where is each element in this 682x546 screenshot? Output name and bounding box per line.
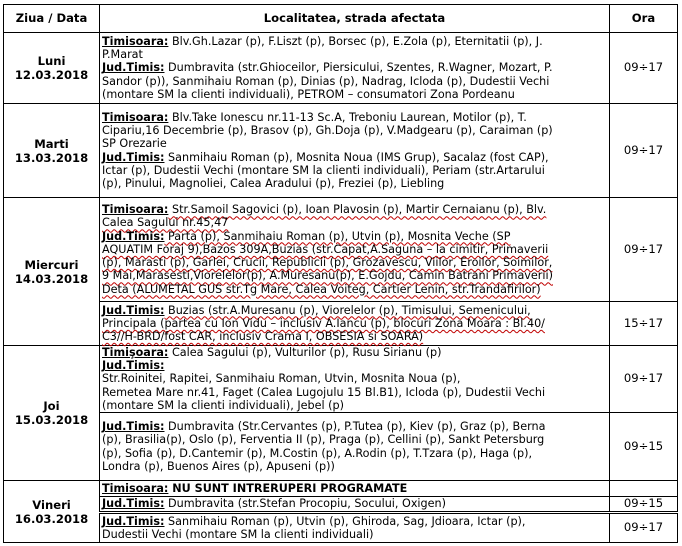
location-text: Blv.Gh.Lazar (p), F.Liszt (p), Borsec (p), E.Zola (p), Eternitatii (p), J. <box>168 34 543 48</box>
day-date: 14.03.2018 <box>14 271 89 286</box>
time-cell: 09÷17 <box>610 33 678 104</box>
location-cell <box>100 346 610 413</box>
table-row <box>4 302 678 346</box>
location-text: Remetea Mare nr.41, Faget (Calea Lugojulu 15 Bl.B1), Icloda (p), Dudestii Vechi <box>102 385 546 399</box>
day-date: 12.03.2018 <box>14 68 89 82</box>
location-text: (p), Marasti (p), Garlei, Crucii, Republicii (p), Grozavescu, Viilor, Eroilor, Soimilor, <box>102 256 553 270</box>
table-row <box>4 198 678 302</box>
day-name: Luni <box>37 54 66 68</box>
region-label: Jud.Timis: <box>102 359 165 373</box>
location-text: (p), Sofia (p), D.Cantemir (p), M.Costin (p), A.Rodin (p), T.Tzara (p), Haga (p), <box>102 446 533 460</box>
location-text: Dumbravita (str.Stefan Procopiu, Socului, Oxigen) <box>164 497 446 511</box>
day-date: 16.03.2018 <box>14 511 89 526</box>
location-text: Deta (ALUMETAL GUS str.Tg Mare, Calea Voiteg, Cartier Lenin, str.Trandafirilor) <box>102 282 541 296</box>
time-cell: 09÷17 <box>610 346 678 413</box>
region-label: Jud.Timis: <box>102 229 165 243</box>
day-date: 13.03.2018 <box>14 150 89 165</box>
location-text: (p), Pinului, Magnoliei, Calea Aradului (p), Freziei (p), Liebling <box>102 176 445 190</box>
day-date: 15.03.2018 <box>14 413 89 427</box>
region-label: Jud.Timis: <box>102 303 165 317</box>
time-cell: 09÷15 <box>610 497 678 513</box>
location-text: C3//H-BRD/fost CAR, inclusiv Crama I, OBSESIA si SOARA) <box>102 330 424 344</box>
location-text: Blv.Take Ionescu nr.11-13 Sc.A, Treboniu Laurean, Motilor (p), T. <box>168 110 527 124</box>
day-name: Marti <box>34 136 69 151</box>
header-day-date: Ziua / Data <box>4 5 100 33</box>
location-text: (p), Brasilia(p), Oslo (p), Ferventia II (p), Praga (p), Cellini (p), Sankt Petersburg <box>102 433 545 447</box>
day-cell <box>4 104 100 198</box>
location-text: Cipariu,16 Decembrie (p), Brasov (p), Gh.Doja (p), V.Madgearu (p), Caraiman (p) <box>102 124 553 138</box>
region-label: Timisoara: <box>102 110 169 124</box>
region-label: Jud.Timis: <box>102 497 165 511</box>
table-row <box>4 346 678 413</box>
location-text: AQUATIM Foraj 9),Bazos 309A,Buzias (str.Capat,A.Saguna – la cimitir, Primaverii <box>102 242 549 256</box>
header-time: Ora <box>610 5 678 33</box>
schedule-wrapper <box>3 4 677 543</box>
day-name: Miercuri <box>24 257 79 272</box>
location-text: Str.Samoil Sagovici (p), Ioan Plavosin (p), Martir Cernaianu (p), Blv. <box>168 203 547 217</box>
location-text: Sanmihaiu Roman (p), Mosnita Noua (IMS Grup), Sacalaz (fost CAP), <box>164 150 549 164</box>
time-cell: 15÷17 <box>610 302 678 346</box>
table-row <box>4 104 678 198</box>
location-text: Calea Sagului nr.45,47 <box>102 216 229 230</box>
day-name: Joi <box>43 399 60 413</box>
time-cell <box>610 481 678 497</box>
location-text: Sanmihaiu Roman (p), Utvin (p), Ghiroda, Sag, Jdioara, Ictar (p), <box>164 514 526 528</box>
region-label: Jud.Timis: <box>102 61 165 75</box>
location-text: Principala (partea cu Ion Vidu – inclusiv A.Iancu (p), blocuri Zona Moara : Bl.40/ <box>102 316 545 330</box>
day-cell <box>4 198 100 346</box>
location-text: Str.Roinitei, Rapitei, Sanmihaiu Roman, Utvin, Mosnita Noua (p), <box>102 372 461 386</box>
region-label: Timisoara: <box>102 203 169 217</box>
location-cell <box>100 198 610 302</box>
region-label: Jud.Timis: <box>102 420 165 434</box>
location-text: (montare SM la clienti individuali), PETROM – consumatori Zona Pordeanu <box>102 87 515 101</box>
location-text: SP Orezarie <box>102 137 167 151</box>
outage-schedule-table <box>3 4 678 543</box>
location-cell <box>100 104 610 198</box>
time-cell: 09÷15 <box>610 413 678 481</box>
region-label: Jud.Timis: <box>102 150 165 164</box>
location-text: (montare SM la clienti individuali), Jebel (p) <box>102 398 344 412</box>
location-text: 9 Mai,Marasesti,Viorelelor(p), A.Muresanu(p), E.Gojdu, Camin Batrani Primaverii) <box>102 269 553 283</box>
region-label: Timisoara: <box>102 34 169 48</box>
location-cell <box>100 481 610 497</box>
day-cell <box>4 481 100 543</box>
region-label: Timisoara: <box>102 481 169 495</box>
table-row <box>4 413 678 481</box>
no-outage-notice: NU SUNT INTRERUPERI PROGRAMATE <box>168 481 408 495</box>
region-label: Jud.Timis: <box>102 514 165 528</box>
table-row <box>4 513 678 543</box>
table-row <box>4 33 678 104</box>
location-cell <box>100 497 610 513</box>
location-text: Dudestii Vechi (montare SM la clienti individuali) <box>102 528 374 542</box>
day-cell <box>4 346 100 481</box>
table-row <box>4 481 678 497</box>
location-cell <box>100 413 610 481</box>
time-cell: 09÷17 <box>610 513 678 543</box>
location-text: P.Marat <box>102 48 143 62</box>
location-text: Sandor (p)), Sanmihaiu Roman (p), Dinias (p), Nadrag, Icloda (p), Dudestii Vechi <box>102 74 550 88</box>
location-text: Dumbravita (str.Ghioceilor, Piersicului, Szentes, R.Wagner, Mozart, P. <box>164 61 553 75</box>
region-label: Timişoara: <box>102 346 169 359</box>
location-text: Calea Sagului (p), Vulturilor (p), Rusu Sirianu (p) <box>168 346 442 359</box>
location-cell <box>100 33 610 104</box>
location-text: Londra (p), Buenos Aires (p), Apuseni (p)) <box>102 459 335 473</box>
time-cell: 09÷17 <box>610 104 678 198</box>
location-text: Dumbravita (Str.Cervantes (p), P.Tutea (p), Kiev (p), Graz (p), Berna <box>164 420 546 434</box>
day-name: Vineri <box>32 497 71 512</box>
day-cell <box>4 33 100 104</box>
location-cell <box>100 302 610 346</box>
header-row <box>4 5 678 33</box>
time-cell: 09÷17 <box>610 198 678 302</box>
header-location: Localitatea, strada afectata <box>100 5 610 33</box>
table-row <box>4 497 678 513</box>
location-text: Parta (p), Sanmihaiu Roman (p), Utvin (p), Mosnita Veche (SP <box>164 229 511 243</box>
location-text: Ictar (p), Dudestii Vechi (montare SM la clienti individuali), Periam (str.Artarului <box>102 163 545 177</box>
location-cell <box>100 513 610 543</box>
location-text: Buzias (str.A.Muresanu (p), Viorelelor (p), Timisului, Semenicului, <box>164 303 531 317</box>
